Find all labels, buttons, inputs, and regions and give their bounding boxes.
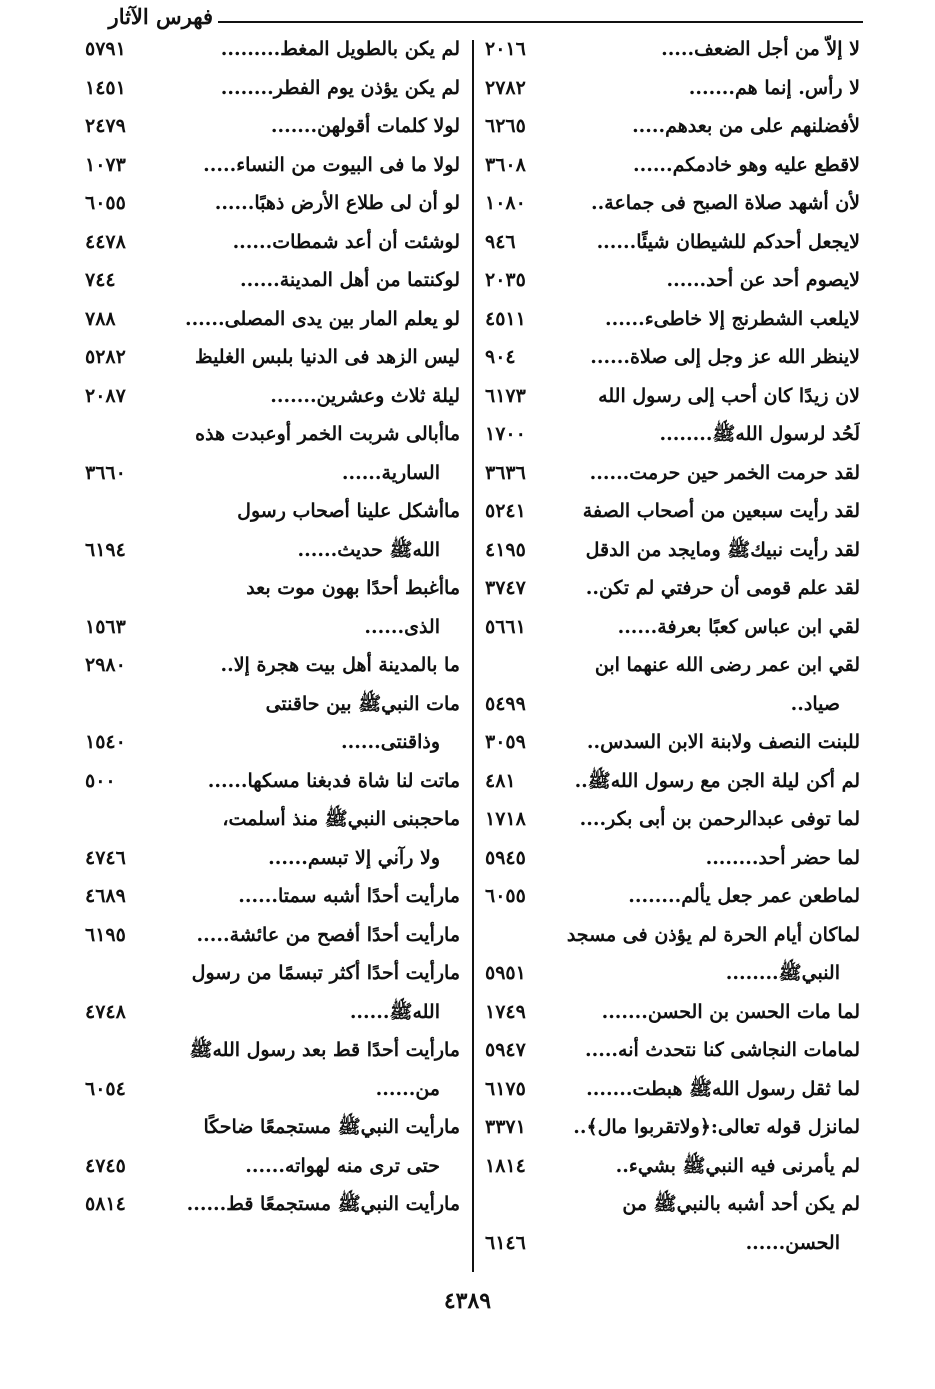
- entry-line: [85, 261, 460, 300]
- entry-line: [485, 839, 860, 878]
- entry-line: [485, 1070, 860, 1109]
- entry-text: لولا كلمات أقولهن.......: [270, 115, 460, 137]
- entry-text: لقد علم قومى أن حرفتي لم تكن..: [585, 577, 860, 599]
- entry-number: ٤٨١: [485, 769, 516, 792]
- entry-text: للبنت النصف ولابنة الابن السدس..: [586, 731, 860, 753]
- entry-number: ٢٠٣٥: [485, 269, 526, 291]
- entry-line: [85, 569, 460, 608]
- entry-line: [85, 1185, 460, 1224]
- entry-line: [85, 454, 460, 493]
- entry-text: لم يأمرنى فيه النبيﷺ بشيء..: [615, 1154, 860, 1177]
- entry-line: [85, 69, 460, 108]
- index-entry: [485, 877, 860, 916]
- entry-line: [485, 1185, 860, 1224]
- page-title: فهرس الآثار: [108, 4, 213, 29]
- entry-line: [85, 338, 460, 377]
- entry-number: ٥٤٩٩: [485, 692, 526, 715]
- entry-line: [85, 877, 460, 916]
- entry-text: الحسن......: [745, 1231, 840, 1254]
- entry-text: لاينظر الله عز وجل إلى صلاة......: [590, 346, 860, 368]
- index-entry: [485, 300, 860, 339]
- entry-line: [85, 492, 460, 531]
- entry-text: لأن أشهد صلاة الصبح فى جماعة..: [591, 192, 860, 214]
- entry-line: [485, 1108, 860, 1147]
- entry-text: النبيﷺ........: [725, 962, 840, 984]
- entry-text: لأفضلنهم على من بعدهم.....: [632, 115, 860, 137]
- entry-line: [85, 723, 460, 762]
- entry-number: ١٤٥١: [85, 76, 126, 99]
- entry-line: [85, 300, 460, 339]
- entry-number: ٥٢٤١: [485, 500, 526, 522]
- entry-line: [485, 916, 860, 955]
- entry-text: مارأيت أحدًا قط بعد رسول اللهﷺ: [189, 1039, 460, 1061]
- entry-line: [85, 954, 460, 993]
- entry-line: [485, 877, 860, 916]
- entry-number: ٦٠٥٥: [485, 885, 526, 907]
- entry-text: لقد حرمت الخمر حين حرمت......: [589, 461, 860, 484]
- index-entry: [485, 1108, 860, 1147]
- entry-line: [85, 646, 460, 685]
- index-entry: [85, 646, 460, 685]
- entry-number: ٥٧٩١: [85, 38, 126, 60]
- entry-number: ١٧١٨: [485, 808, 526, 830]
- index-entry: [485, 146, 860, 185]
- entry-line: [485, 30, 860, 69]
- entry-text: لقي ابن عباس كعبًا بعرفة......: [617, 615, 860, 638]
- index-entry: [485, 184, 860, 223]
- entry-number: ١٠٨٠: [485, 192, 526, 214]
- index-entry: [85, 954, 460, 1031]
- index-entry: [485, 30, 860, 69]
- entry-number: ٣٦٦٠: [85, 461, 126, 484]
- index-entry: [485, 261, 860, 300]
- entry-number: ٤٤٧٨: [85, 230, 126, 253]
- index-entry: [485, 800, 860, 839]
- entry-text: لَحُد لرسول اللهﷺ........: [659, 423, 860, 445]
- entry-number: ٣٦٠٨: [485, 153, 526, 176]
- entry-text: لان زيدًا كان أحب إلى رسول الله: [598, 384, 860, 407]
- index-entry: [85, 1031, 460, 1108]
- entry-text: لم أكن ليلة الجن مع رسول اللهﷺ..: [574, 769, 860, 792]
- entry-number: ١٠٧٣: [85, 153, 126, 176]
- entry-number: ٦١٧٥: [485, 1077, 526, 1100]
- index-entry: [85, 184, 460, 223]
- entry-number: ٦٠٥٤: [85, 1077, 126, 1100]
- entry-number: ٧٨٨: [85, 307, 116, 330]
- entry-number: ١٧٠٠: [485, 423, 526, 445]
- entry-text: لايصوم أحد عن أحد......: [666, 269, 860, 291]
- entry-text: ما بالمدينة أهل بيت هجرة إلا..: [220, 654, 460, 676]
- entry-number: ٩٤٦: [485, 230, 516, 253]
- entry-text: من......: [375, 1077, 440, 1100]
- index-entry: [485, 531, 860, 570]
- entry-text: الذى......: [364, 615, 440, 638]
- index-entry: [485, 993, 860, 1032]
- index-entry: [485, 107, 860, 146]
- entry-line: [485, 261, 860, 300]
- index-entry: [85, 762, 460, 801]
- entry-number: ٤٧٤٦: [85, 846, 126, 869]
- entry-line: [485, 800, 860, 839]
- entry-text: لماكان أيام الحرة لم يؤذن فى مسجد: [566, 923, 860, 946]
- index-column-right: [485, 30, 860, 1262]
- entry-line: [485, 569, 860, 608]
- entry-text: ماحجبنى النبيﷺ منذ أسلمت،: [222, 808, 460, 830]
- entry-text: لم يكن بالطويل المغط.........: [220, 38, 460, 60]
- header-rule: [218, 21, 863, 23]
- entry-text: مارأيت النبيﷺ مستجمعًا ضاحكًا: [203, 1116, 460, 1138]
- index-entry: [485, 223, 860, 262]
- entry-text: مارأيت أحدًا أكثر تبسمًا من رسول: [191, 962, 460, 984]
- entry-number: ٤٥١١: [485, 307, 526, 330]
- entry-text: لماطعن عمر جعل يألم........: [628, 885, 860, 907]
- index-entry: [485, 415, 860, 454]
- index-entry: [85, 146, 460, 185]
- entry-number: ٥٢٨٢: [85, 346, 126, 368]
- entry-text: لو أن لى طلاع الأرض ذهبًا......: [214, 192, 460, 214]
- entry-line: [85, 685, 460, 724]
- index-entry: [85, 300, 460, 339]
- entry-number: ٣٧٤٧: [485, 577, 526, 599]
- entry-number: ٥٩٤٥: [485, 846, 526, 869]
- entry-number: ٩٠٤: [485, 346, 516, 368]
- entry-text: لما ثقل رسول اللهﷺ هبطت.......: [586, 1077, 860, 1100]
- column-divider: [472, 40, 474, 1272]
- entry-line: [485, 1224, 860, 1263]
- entry-number: ٦٢٦٥: [485, 115, 526, 137]
- index-entry: [85, 1108, 460, 1185]
- entry-line: [85, 107, 460, 146]
- entry-number: ٦٠٥٥: [85, 192, 126, 214]
- entry-line: [485, 377, 860, 416]
- entry-line: [485, 146, 860, 185]
- entry-text: ماتت لنا شاة فدبغنا مسكها......: [207, 769, 460, 792]
- entry-line: [485, 762, 860, 801]
- entry-number: ٧٤٤: [85, 269, 116, 291]
- entry-line: [85, 993, 460, 1032]
- entry-text: ماأغبط أحدًا بهون موت بعد: [246, 577, 460, 599]
- entry-line: [85, 762, 460, 801]
- index-entry: [85, 685, 460, 762]
- index-entry: [85, 107, 460, 146]
- entry-number: ١٨١٤: [485, 1154, 526, 1177]
- entry-line: [85, 184, 460, 223]
- entry-text: لايلعب الشطرنج إلا خاطىء......: [605, 307, 860, 330]
- entry-line: [85, 531, 460, 570]
- entry-line: [485, 454, 860, 493]
- entry-number: ٦١٧٣: [485, 384, 526, 407]
- page-number: ٤٣٨٩: [443, 1288, 492, 1314]
- index-entry: [85, 69, 460, 108]
- entry-number: ١٧٤٩: [485, 1000, 526, 1023]
- entry-line: [85, 223, 460, 262]
- entry-line: [485, 492, 860, 531]
- index-entry: [85, 338, 460, 377]
- index-entry: [85, 377, 460, 416]
- entry-line: [85, 30, 460, 69]
- entry-text: لما مات الحسن بن الحسن.......: [601, 1000, 860, 1023]
- entry-text: اللهﷺ حديث......: [297, 538, 440, 561]
- entry-number: ٣٦٣٦: [485, 461, 526, 484]
- entry-line: [85, 146, 460, 185]
- index-entry: [485, 916, 860, 993]
- entry-number: ٤٧٤٨: [85, 1000, 126, 1023]
- entry-text: صياد..: [790, 692, 840, 715]
- entry-text: لم يكن يؤذن يوم الفطر........: [220, 76, 460, 99]
- index-column-left: [85, 30, 460, 1224]
- entry-text: ليلة ثلاث وعشرين.......: [270, 384, 460, 407]
- entry-number: ٤١٩٥: [485, 538, 526, 561]
- index-entry: [85, 223, 460, 262]
- entry-number: ٢٠٨٧: [85, 384, 126, 407]
- index-entry: [85, 569, 460, 646]
- entry-number: ٦١٩٥: [85, 923, 126, 946]
- index-entry: [485, 492, 860, 531]
- entry-line: [485, 954, 860, 993]
- entry-line: [485, 184, 860, 223]
- index-entry: [485, 69, 860, 108]
- entry-number: ٥٨١٤: [85, 1193, 126, 1215]
- index-entry: [85, 30, 460, 69]
- index-entry: [85, 800, 460, 877]
- entry-line: [85, 415, 460, 454]
- index-entry: [485, 569, 860, 608]
- entry-text: لوكنتما من أهل المدينة......: [240, 269, 460, 291]
- entry-text: مات النبيﷺ بين حاقنتى: [265, 692, 460, 715]
- entry-line: [485, 993, 860, 1032]
- entry-text: لا رأس. إنما هم.......: [688, 76, 860, 99]
- entry-number: ٦١٩٤: [85, 538, 126, 561]
- entry-line: [485, 685, 860, 724]
- entry-line: [485, 223, 860, 262]
- entry-line: [85, 1031, 460, 1070]
- entry-text: لو يعلم المار بين يدى المصلى......: [184, 307, 460, 330]
- index-entry: [485, 762, 860, 801]
- entry-line: [485, 300, 860, 339]
- entry-text: لا إلاّ من أجل الضعف.....: [661, 38, 860, 60]
- entry-line: [485, 1147, 860, 1186]
- index-entry: [485, 839, 860, 878]
- entry-line: [85, 1108, 460, 1147]
- index-entry: [485, 454, 860, 493]
- index-entry: [485, 608, 860, 647]
- entry-line: [85, 1147, 460, 1186]
- index-entry: [85, 261, 460, 300]
- entry-number: ٤٧٤٥: [85, 1154, 126, 1177]
- entry-line: [485, 69, 860, 108]
- index-entry: [485, 723, 860, 762]
- index-entry: [85, 916, 460, 955]
- entry-number: ٣٣٧١: [485, 1116, 526, 1138]
- entry-number: ٥٩٤٧: [485, 1039, 526, 1061]
- index-entry: [85, 1185, 460, 1224]
- entry-text: لولا ما فى البيوت من النساء.....: [203, 153, 460, 176]
- entry-line: [485, 1031, 860, 1070]
- entry-text: حتى ترى منه لهواته......: [245, 1154, 440, 1177]
- entry-text: لم يكن أحد أشبه بالنبيﷺ من: [622, 1193, 860, 1215]
- entry-number: ٢٤٧٩: [85, 115, 126, 137]
- entry-text: ولا رآني إلا تبسم......: [268, 846, 440, 869]
- index-entry: [485, 646, 860, 723]
- entry-text: لما توفى عبدالرحمن بن أبى بكر....: [579, 808, 860, 830]
- entry-number: ٦١٤٦: [485, 1231, 526, 1254]
- entry-text: لقي ابن عمر رضى الله عنهما ابن: [594, 654, 860, 676]
- entry-text: مارأيت أحدًا أفصح من عائشة.....: [196, 923, 460, 946]
- entry-line: [485, 107, 860, 146]
- entry-line: [85, 800, 460, 839]
- entry-text: السارية......: [341, 461, 440, 484]
- entry-line: [485, 608, 860, 647]
- entry-text: مارأيت أحدًا أشبه سمتا......: [238, 885, 460, 907]
- entry-line: [85, 377, 460, 416]
- entry-number: ٣٠٥٩: [485, 731, 526, 753]
- entry-text: لمانزل قوله تعالى:﴿ولاتقربوا مال﴾..: [573, 1116, 860, 1138]
- entry-text: لايجعل أحدكم للشيطان شيئًا......: [596, 230, 860, 253]
- index-entry: [485, 1031, 860, 1070]
- entry-number: ١٥٦٣: [85, 615, 126, 638]
- entry-text: لمامات النجاشى كنا نتحدث أنه.....: [584, 1039, 860, 1061]
- entry-number: ١٥٤٠: [85, 731, 126, 753]
- entry-text: لاقطع عليه وهو خادمكم......: [632, 153, 860, 176]
- entry-text: لوشئت أن أعد شمطات......: [232, 230, 460, 253]
- entry-line: [485, 415, 860, 454]
- entry-line: [485, 646, 860, 685]
- entry-number: ٥٦٦١: [485, 615, 526, 638]
- entry-line: [85, 839, 460, 878]
- entry-line: [485, 723, 860, 762]
- entry-text: لقد رأيت نبيكﷺ ومايجد من الدقل: [585, 538, 860, 561]
- index-entry: [485, 338, 860, 377]
- entry-line: [485, 338, 860, 377]
- entry-text: وذاقنتى......: [341, 731, 440, 753]
- index-entry: [485, 377, 860, 416]
- entry-number: ٥٠٠: [85, 769, 116, 792]
- entry-number: ٢٧٨٢: [485, 76, 526, 99]
- entry-text: لقد رأيت سبعين من أصحاب الصفة: [582, 500, 860, 522]
- entry-text: اللهﷺ......: [349, 1000, 440, 1023]
- entry-line: [85, 608, 460, 647]
- entry-text: مارأيت النبيﷺ مستجمعًا قط......: [186, 1193, 460, 1215]
- entry-text: لما حضر أحد........: [705, 846, 860, 869]
- entry-number: ٢٠١٦: [485, 38, 526, 60]
- entry-text: ماأبالى شربت الخمر أوعبدت هذه: [195, 423, 460, 445]
- entry-line: [485, 531, 860, 570]
- entry-number: ٤٦٨٩: [85, 885, 126, 907]
- index-entry: [85, 877, 460, 916]
- entry-number: ٥٩٥١: [485, 962, 526, 984]
- index-entry: [85, 415, 460, 492]
- index-entry: [485, 1147, 860, 1186]
- entry-line: [85, 916, 460, 955]
- entry-text: ماأشكل علينا أصحاب رسول: [237, 500, 460, 522]
- index-entry: [485, 1070, 860, 1109]
- entry-line: [85, 1070, 460, 1109]
- index-entry: [485, 1185, 860, 1262]
- entry-text: ليس الزهد فى الدنيا بلبس الغليظ: [195, 346, 460, 368]
- entry-number: ٢٩٨٠: [85, 654, 126, 676]
- index-entry: [85, 492, 460, 569]
